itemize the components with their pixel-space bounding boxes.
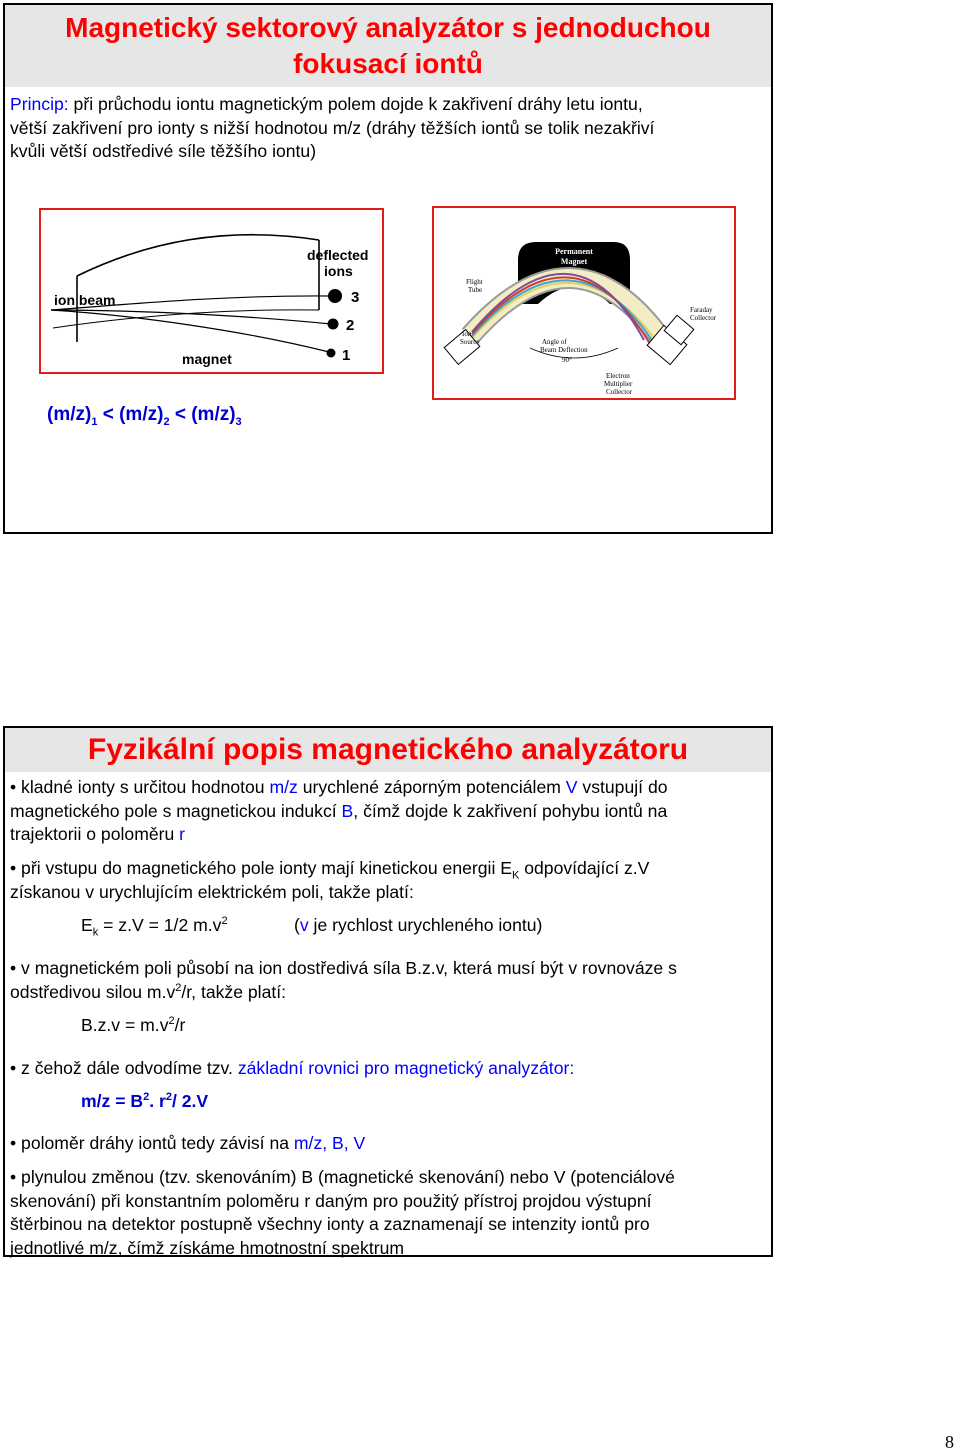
svg-text:Faraday: Faraday [690, 306, 713, 314]
ions-label: ions [324, 263, 353, 279]
bullet-centripetal-force: • v magnetickém poli působí na ion dostředivá síla B.z.v, která musí být v rovnováze s odstředivou silou $m.v^2/r$, takže platí: [10, 958, 677, 1002]
svg-text:90°: 90° [562, 356, 572, 364]
svg-text:Magnet: Magnet [560, 257, 588, 266]
ion-beam-deflection-figure [39, 208, 384, 374]
svg-text:Angle of: Angle of [542, 338, 567, 346]
bullet-scanning: • plynulou změnou (tzv. skenováním) B (magnetické skenování) nebo V (potenciálové skenování) při konstantním poloměru r daným pro použitý přístroj projdou výstupní štěrbinou na detektor postupně všechny ionty a zaznamenají se intenzity iontů pro jednotlivé m/z, čímž získáme hmotnostní spektrum [10, 1167, 675, 1258]
svg-text:Collector: Collector [606, 388, 633, 396]
svg-text:Electron: Electron [606, 372, 630, 380]
mz-relation: $(m/z)_1 < (m/z)_2 < (m/z)_3$ [47, 404, 242, 428]
bullet-positive-ions: • kladné ionty s určitou hodnotou m/z urychlené záporným potenciálem V vstupují do magnetického pole s magnetickou indukcí B, čímž dojde k zakřivení pohybu iontů na trajektorii o poloměru r [10, 777, 668, 844]
svg-text:Flight: Flight [466, 278, 483, 286]
principle-line-1: při průchodu iontu magnetickým polem dojde k zakřivení dráhy letu iontu, [68, 94, 643, 114]
magnet-label: magnet [182, 351, 232, 367]
equation-kinetic-energy: $E_k = z.V = 1/2$ $m.v^2$ [81, 915, 228, 939]
bullet-kinetic-energy: • při vstupu do magnetického pole ionty mají kinetickou energii $E_K$ odpovídající z.V získanou v urychlujícím elektrickém poli, takže platí: [10, 858, 650, 902]
bullet-basic-equation: • z čehož dále odvodíme tzv. základní rovnici pro magnetický analyzátor: [10, 1058, 575, 1078]
equation-mass-analyzer: $m/z = B^2$. $r^2/$ 2.V [81, 1091, 209, 1111]
trajectory-2-label: 2 [346, 317, 355, 334]
trajectory-1-label: 1 [342, 347, 351, 364]
svg-text:Permanent: Permanent [555, 247, 593, 256]
equation-force-balance: $B.z.v = m.v^2/r$ [81, 1015, 186, 1035]
svg-text:Collector: Collector [690, 314, 717, 322]
slide-title: Fyzikální popis magnetického analyzátoru [5, 728, 771, 772]
page-number: 8 [945, 1432, 954, 1452]
velocity-note: (v je rychlost urychleného iontu) [294, 915, 543, 935]
trajectory-3-label: 3 [351, 289, 360, 306]
slide-title [5, 5, 771, 87]
principle-line-2: větší zakřivení pro ionty s nižší hodnotou m/z (dráhy těžších iontů se tolik nezakřiví [10, 117, 655, 138]
bullet-radius-dependency: • poloměr dráhy iontů tedy závisí na m/z, B, V [10, 1133, 366, 1153]
title-line-1: Magnetický sektorový analyzátor s jednoduchou [65, 12, 711, 43]
slide-magnetic-sector-analyzer [3, 3, 773, 534]
ion-beam-label: ion beam [54, 292, 116, 308]
permanent-magnet-diagram [434, 208, 734, 398]
principle-text [10, 93, 770, 164]
svg-text:Source: Source [460, 338, 480, 346]
svg-text:Ion: Ion [462, 330, 472, 338]
slide-physical-description [3, 726, 773, 1257]
principle-label: Princip: [10, 94, 69, 114]
permanent-magnet-figure [432, 206, 736, 400]
svg-text:Beam Deflection: Beam Deflection [540, 346, 588, 354]
principle-line-3: kvůli větší odstředivé síle těžšího iontu) [10, 141, 317, 161]
svg-text:Multiplier: Multiplier [604, 380, 633, 388]
deflected-label: deflected [307, 247, 369, 263]
ion-beam-deflection-diagram [41, 210, 382, 372]
title-line-2: fokusací iontů [293, 48, 483, 79]
svg-text:Tube: Tube [468, 286, 483, 294]
